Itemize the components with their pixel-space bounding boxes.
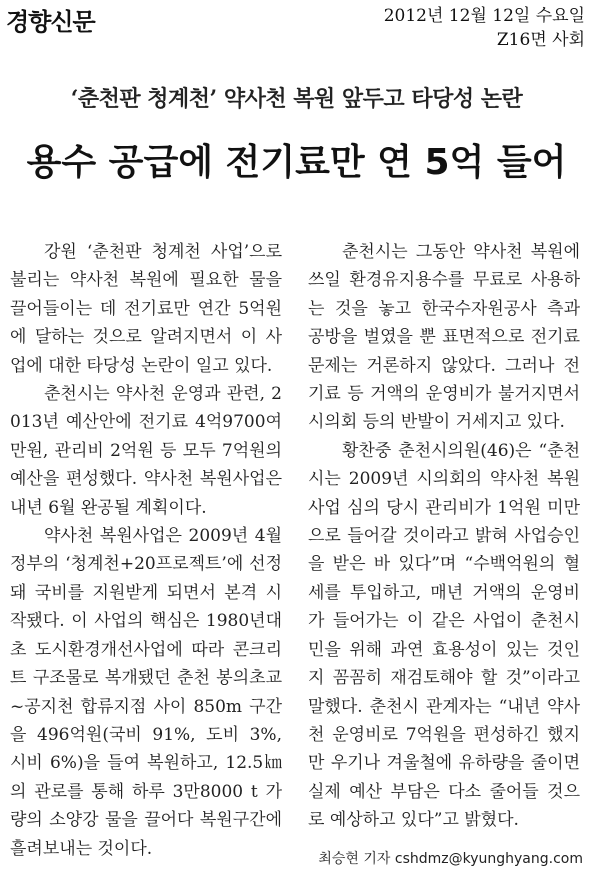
article-column-left [10, 238, 282, 863]
newspaper-masthead: 경향신문 [6, 8, 95, 36]
article-headline: 용수 공급에 전기료만 연 5억 들어 [26, 142, 567, 183]
paragraph: 황찬중 춘천시의원(46)은 “춘천시는 2009년 시의회의 약사천 복원사업 심의 당시 관리비가 1억원 미만으로 들어갈 것이라고 밝혀 사업승인을 받은 바 있다”며 “수백억원의 혈세를 투입하고, 매년 거액의 운영비가 들어가는 이 같은 사업이 춘천시민을 위해 과연 효용성이 있는 것인지 꼼꼼히 재검토해야 할 것”이라고 말했다. 춘천시 관계자는 “내년 약사천 운영비로 7억원을 편성하긴 했지만 우기나 겨울철에 유하량을 줄이면 실제 예산 부담은 다소 줄어들 것으로 예상하고 있다”고 밝혔다. [308, 440, 580, 831]
paragraph: 강원 ‘춘천판 청계천 사업’으로 불리는 약사천 복원에 필요한 물을 끌어들이는 데 전기료만 연간 5억원에 달하는 것으로 알려지면서 이 사업에 대한 타당성 논란이 일고 있다. [10, 242, 282, 376]
reporter-byline: 최승현 기자 cshdmz@kyunghyang.com [318, 851, 583, 867]
paragraph: 춘천시는 그동안 약사천 복원에 쓰일 환경유지용수를 무료로 사용하는 것을 놓고 한국수자원공사 측과 공방을 벌였을 뿐 표면적으로 전기료 문제는 거론하지 않았다. 그러나 전기료 등 거액의 운영비가 불거지면서 시의회 등의 반발이 거세지고 있다. [308, 242, 580, 433]
article-subtitle: ‘춘천판 청계천’ 약사천 복원 앞두고 타당성 논란 [70, 86, 523, 112]
publication-date: 2012년 12월 12일 수요일 [383, 6, 585, 26]
dateline [384, 4, 585, 52]
page-section: Z16면 사회 [496, 30, 585, 50]
article-column-right [308, 238, 580, 835]
paragraph: 춘천시는 약사천 운영과 관련, 2013년 예산안에 전기료 4억9700여만원, 관리비 2억원 등 모두 7억원의 예산을 편성했다. 약사천 복원사업은 내년 6월 완공될 계획이다. [10, 384, 282, 518]
paragraph: 약사천 복원사업은 2009년 4월 정부의 ‘청계천+20프로젝트’에 선정돼 국비를 지원받게 되면서 본격 시작됐다. 이 사업의 핵심은 1980년대 초 도시환경개선사업에 따라 콘크리트 구조물로 복개됐던 춘천 봉의초교~공지천 합류지점 사이 850m 구간을 496억원(국비 91%, 도비 3%, 시비 6%)을 들여 복원하고, 12.5㎞의 관로를 통해 하루 3만8000 t 가량의 소양강 물을 끌어다 복원구간에 흘려보내는 것이다. [10, 526, 282, 859]
